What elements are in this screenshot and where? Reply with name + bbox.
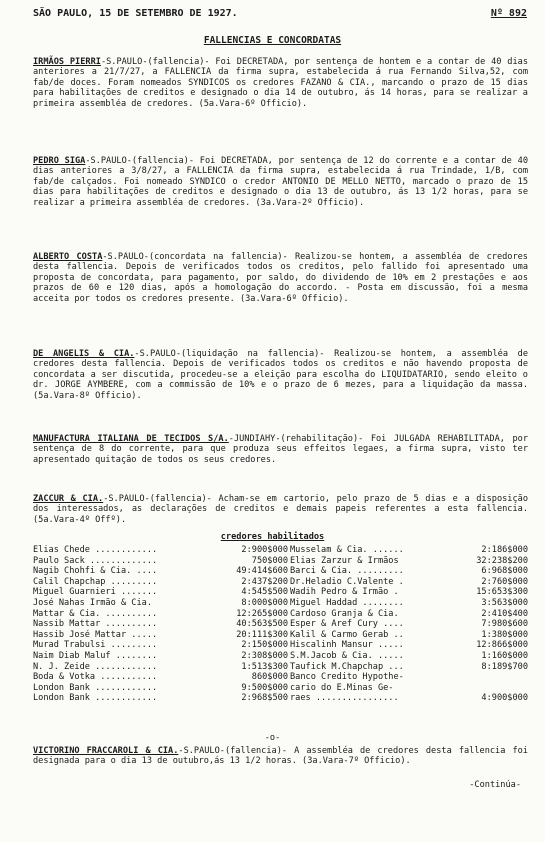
creditor-amount: 2:150$000 — [241, 640, 288, 651]
creditor-row — [33, 545, 288, 556]
creditor-row — [33, 598, 288, 609]
creditor-name: Wadih Pedro & Irmão . — [290, 587, 399, 598]
creditor-row — [33, 566, 288, 577]
creditor-amount: 2:308$000 — [241, 650, 288, 661]
creditor-row — [290, 630, 528, 641]
entry-zaccur — [33, 494, 528, 525]
creditor-name: Esper & Aref Cury .... — [290, 619, 404, 630]
creditor-amount: 2:437$200 — [241, 576, 288, 587]
entry-text: -S.PAULO-(fallencia)- A assembléa de credores desta fallencia foi designada para o dia 13 de outubro,ás 13 1/2 horas. (3a.Vara-7º Officio). — [33, 746, 528, 767]
creditor-amount: 6:968$000 — [481, 566, 528, 577]
creditor-row — [290, 662, 528, 673]
creditor-row — [33, 672, 288, 683]
header-date: SÃO PAULO, 15 DE SETEMBRO DE 1927. — [33, 8, 238, 19]
creditor-amount: 15:653$300 — [476, 587, 528, 598]
creditor-amount: 7:980$600 — [481, 619, 528, 630]
creditor-amount: 2:900$000 — [241, 545, 288, 555]
separator: -o- — [264, 733, 281, 743]
creditor-amount: 2:968$500 — [241, 693, 288, 704]
creditor-amount: 49:414$600 — [236, 566, 288, 577]
entry-de-angelis — [33, 349, 528, 401]
creditor-amount: 32:238$200 — [476, 555, 528, 566]
creditor-amount: 20:111$300 — [236, 629, 288, 640]
creditor-row — [33, 640, 288, 651]
creditor-row — [33, 662, 288, 673]
creditor-row — [290, 598, 528, 609]
bulletin-number: Nº 892 — [490, 8, 527, 19]
creditor-amount: 2:760$000 — [481, 576, 528, 587]
page-header — [33, 9, 527, 23]
creditor-row — [290, 693, 528, 704]
creditor-row — [33, 577, 288, 588]
creditor-row — [33, 587, 288, 598]
creditor-row — [290, 651, 528, 662]
creditor-name: Elias Chede ............ — [33, 545, 158, 555]
entry-irmaos-pierri — [33, 57, 528, 109]
creditor-row — [290, 672, 528, 683]
creditor-row — [290, 619, 528, 630]
creditor-row — [290, 566, 528, 577]
entry-pedro-siga — [33, 156, 528, 208]
creditor-name: Musselam & Cia. ...... — [290, 545, 404, 555]
creditors-right-column — [290, 545, 528, 704]
creditor-amount: 3:563$000 — [481, 597, 528, 608]
creditor-name: Miguel Guarnieri ....... — [33, 587, 158, 598]
creditor-name: Mattar & Cia. .......... — [33, 608, 158, 619]
creditor-name: Barci & Cia. ......... — [290, 566, 404, 577]
entry-manufactura-italiana — [33, 434, 528, 465]
creditor-name: Cardoso Granja & Cia. — [290, 608, 399, 619]
creditor-name: N. J. Zeide ............ — [33, 661, 158, 672]
creditor-amount: 12:265$000 — [236, 608, 288, 619]
creditor-row — [33, 619, 288, 630]
creditor-name: Murad Trabulsi ......... — [33, 640, 158, 651]
creditor-amount: 4:900$000 — [481, 693, 528, 704]
creditor-row — [290, 640, 528, 651]
creditor-name: Boda & Votka ........... — [33, 672, 158, 683]
creditor-name: Calil Chapchap ......... — [33, 576, 158, 587]
creditors-left-column — [33, 545, 288, 704]
creditor-row — [290, 587, 528, 598]
entry-lead: ALBERTO COSTA — [33, 252, 103, 262]
creditor-row — [33, 693, 288, 704]
creditor-amount: 860$000 — [251, 672, 288, 683]
creditor-name: Kalil & Carmo Gerab .. — [290, 629, 404, 640]
creditor-row — [33, 630, 288, 641]
creditor-name: Banco Credito Hypothe- — [290, 672, 404, 683]
creditor-name: London Bank ............ — [33, 693, 158, 704]
creditor-name: Miguel Haddad ........ — [290, 597, 404, 608]
entry-text: -S.PAULO-(fallencia)- Acham-se em cartorio, pelo prazo de 5 dias e a disposição dos interessados, as declarações de creditos e demais papeis referentes a esta fallencia. (5a.Vara-4º Offº). — [33, 494, 528, 525]
creditor-amount: 4:545$500 — [241, 587, 288, 598]
entry-lead: DE ANGELIS & CIA. — [33, 349, 135, 359]
entry-text: -S.PAULO-(fallencia)- Foi DECRETADA, por sentença de 12 do corrente e a contar de 40 dias anteriores a 3/8/27, a FALLENCIA da firma supra, estabelecida á rua Trindade, 1/B, com fab/de calçados. Foi nomeado SYNDICO o credor ANTONIO DE MELLO NETTO, marcado o prazo de 15 dias para habilitações de creditos e designado o dia 13 de outubro, ás 13 1/2 horas, para se realizar a primeira assembléa de credores. (3a.Vara-2º Officio). — [33, 156, 528, 208]
creditor-amount: 2:186$000 — [481, 545, 528, 555]
creditor-name: José Nahas Irmão & Cia. — [33, 597, 152, 608]
creditor-amount: 2:410$400 — [481, 608, 528, 619]
creditor-row — [33, 556, 288, 567]
creditor-row — [290, 609, 528, 620]
entry-text: -S.PAULO-(liquidação na fallencia)- Realizou-se hontem, a assembléa de credores desta fallencia. Depois de verificados todos os creditos e não havendo proposta de concordata a ser discutida, procedeu-se a eleição para escolha do LIQUIDATARIO, sendo eleito o dr. JORGE AYMBERE, com a commissão de 10% e o prazo de 6 mezes, para a liquidação da massa. (5a.Vara-8º Officio). — [33, 349, 528, 401]
creditor-name: Hiscalinh Mansur ..... — [290, 640, 404, 651]
creditor-name: London Bank ............ — [33, 682, 158, 693]
creditor-amount: 9:500$000 — [241, 682, 288, 693]
entry-lead: ZACCUR & CIA. — [33, 494, 104, 504]
creditor-name: cario do E.Minas Ge- — [290, 682, 394, 693]
creditor-name: Naim Diab Maluf ........ — [33, 650, 158, 661]
creditor-amount: 40:563$500 — [236, 619, 288, 630]
creditor-amount: 8:189$700 — [481, 661, 528, 672]
entry-text: -S.PAULO-(fallencia)- Foi DECRETADA, por sentença de hontem e a contar de 40 dias anteriores a 21/7/27, a FALLENCIA da firma supra, estabelecida á rua Fernando Silva,52, com fab/de doces. Foram nomeados SYNDICOS os credores FAZANO & CIA., marcando o prazo de 15 dias para habilitações de creditos e designado o dia 14 de outubro, ás 14 horas, para se realizar a primeira assembléa de credores. (5a.Vara-6º Officio). — [33, 57, 528, 109]
creditor-name: Elias Zarzur & Irmãos — [290, 555, 399, 566]
creditor-name: Dr.Heladio C.Valente . — [290, 576, 404, 587]
creditor-amount: 750$000 — [251, 555, 288, 566]
creditor-row — [290, 683, 528, 694]
creditor-name: Nassib Mattar .......... — [33, 619, 158, 630]
creditor-row — [290, 556, 528, 567]
creditor-amount: 1:380$000 — [481, 629, 528, 640]
creditor-amount: 1:513$300 — [241, 661, 288, 672]
creditor-amount: 1:160$000 — [481, 650, 528, 661]
creditor-name: raes ................ — [290, 693, 399, 704]
creditors-heading: credores habilitados — [220, 532, 325, 542]
entry-lead: PEDRO SIGA — [33, 156, 86, 166]
entry-lead: VICTORINO FRACCAROLI & CIA. — [33, 746, 179, 756]
creditor-name: S.M.Jacob & Cia. ..... — [290, 650, 404, 661]
creditor-name: Nagib Chohfi & Cia. .... — [33, 566, 158, 577]
creditor-name: Hassib José Mattar ..... — [33, 629, 158, 640]
entry-text: -JUNDIAHY-(rehabilitação)- Foi JULGADA REHABILITADA, por sentença de 8 do corrente, para que produza seus effeitos legaes, a firma supra, visto ter apresentado quitação de todos os seus credores. — [33, 434, 528, 465]
continua-note: -Continúa- — [469, 780, 521, 790]
entry-alberto-costa — [33, 252, 528, 304]
creditor-name: Paulo Sack ............. — [33, 555, 158, 566]
entry-lead: IRMÃOS PIERRI — [33, 57, 101, 67]
creditor-row — [33, 651, 288, 662]
creditor-amount: 12:866$000 — [476, 640, 528, 651]
creditor-amount: 8:000$000 — [241, 597, 288, 608]
creditor-row — [33, 683, 288, 694]
entry-victorino-fraccaroli — [33, 746, 528, 767]
creditor-row — [290, 545, 528, 556]
creditor-row — [290, 577, 528, 588]
entry-lead: MANUFACTURA ITALIANA DE TECIDOS S/A. — [33, 434, 229, 444]
creditor-name: Taufick M.Chapchap ... — [290, 661, 404, 672]
creditor-row — [33, 609, 288, 620]
entry-text: -S.PAULO-(concordata na fallencia)- Realizou-se hontem, a assembléa de credores desta fallencia. Depois de verificados todos os creditos, pelo fallido foi apresentado uma proposta de concordata, para pagamento, por saldo, do dividendo de 10% em 2 prestações e aos prazos de 60 e 120 dias, após a homologação do accordo. - Posta em discussão, foi a mesma acceita por todos os credores presente. (3a.Vara-6º Officio). — [33, 252, 528, 304]
section-title: FALLENCIAS E CONCORDATAS — [203, 35, 342, 46]
